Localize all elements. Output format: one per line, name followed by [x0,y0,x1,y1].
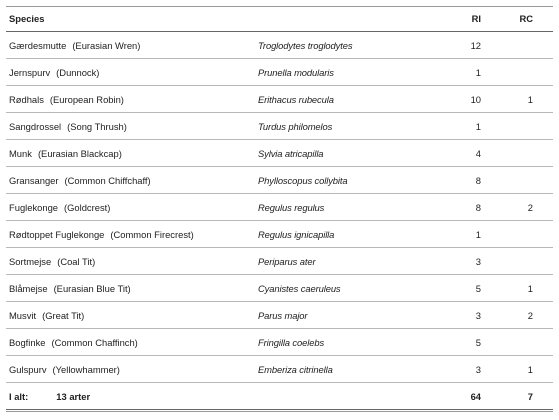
total-ri: 64 [441,383,507,410]
header-rc: RC [507,6,553,32]
total-label-cell [6,383,256,410]
species-common-name-cell [6,32,256,59]
latin-name: Parus major [256,302,441,329]
table-row [6,113,553,140]
ri-value: 5 [441,329,507,356]
ri-value: 12 [441,32,507,59]
species-table [6,6,553,410]
species-common-name-cell [6,329,256,356]
danish-name: Rødhals [9,93,44,105]
ri-value: 3 [441,248,507,275]
header-latin-blank [256,6,441,32]
table-row [6,221,553,248]
danish-name: Sangdrossel [9,120,62,132]
ri-value: 1 [441,59,507,86]
ri-value: 5 [441,275,507,302]
danish-name: Fuglekonge [9,201,58,213]
table-top-border [6,6,553,7]
ri-value: 3 [441,356,507,383]
latin-name: Erithacus rubecula [256,86,441,113]
table-bottom-border [6,411,553,412]
latin-name: Troglodytes troglodytes [256,32,441,59]
english-name: (Eurasian Blue Tit) [53,282,131,294]
danish-name: Bogfinke [9,336,46,348]
latin-name: Cyanistes caeruleus [256,275,441,302]
rc-value: 1 [507,86,553,113]
header-species: Species [6,6,256,32]
ri-value: 10 [441,86,507,113]
danish-name: Gærdesmutte [9,39,67,51]
latin-name: Periparus ater [256,248,441,275]
rc-value: 1 [507,356,553,383]
total-latin-blank [256,383,441,410]
latin-name: Fringilla coelebs [256,329,441,356]
species-common-name-cell [6,221,256,248]
species-common-name-cell [6,302,256,329]
danish-name: Munk [9,147,32,159]
ri-value: 8 [441,194,507,221]
species-common-name-cell [6,140,256,167]
english-name: (Eurasian Blackcap) [37,147,122,159]
rc-value [507,113,553,140]
species-common-name-cell [6,113,256,140]
english-name: (Common Chaffinch) [51,336,138,348]
table-row [6,275,553,302]
danish-name: Sortmejse [9,255,52,267]
table-row [6,356,553,383]
rc-value [507,329,553,356]
latin-name: Turdus philomelos [256,113,441,140]
latin-name: Regulus ignicapilla [256,221,441,248]
english-name: (Eurasian Wren) [72,39,141,51]
rc-value [507,140,553,167]
latin-name: Emberiza citrinella [256,356,441,383]
english-name: (Dunnock) [56,66,100,78]
danish-name: Blåmejse [9,282,48,294]
english-name: (Common Firecrest) [110,228,194,240]
english-name: (Song Thrush) [67,120,127,132]
species-common-name-cell [6,356,256,383]
species-common-name-cell [6,59,256,86]
rc-value [507,167,553,194]
species-common-name-cell [6,248,256,275]
rc-value: 2 [507,302,553,329]
table-row [6,32,553,59]
table-row [6,302,553,329]
english-name: (Yellowhammer) [52,363,120,375]
species-common-name-cell [6,194,256,221]
ri-value: 8 [441,167,507,194]
rc-value [507,248,553,275]
danish-name: Gransanger [9,174,59,186]
ri-value: 4 [441,140,507,167]
species-common-name-cell [6,167,256,194]
species-common-name-cell [6,275,256,302]
rc-value [507,32,553,59]
latin-name: Prunella modularis [256,59,441,86]
table-row [6,329,553,356]
danish-name: Jernspurv [9,66,51,78]
english-name: (European Robin) [49,93,124,105]
table-row [6,167,553,194]
latin-name: Regulus regulus [256,194,441,221]
ri-value: 1 [441,221,507,248]
table-row [6,86,553,113]
rc-value: 1 [507,275,553,302]
header-ri: RI [441,6,507,32]
species-table-body [6,6,553,410]
species-table-sheet [6,6,553,410]
total-rc: 7 [507,383,553,410]
english-name: (Coal Tit) [57,255,96,267]
latin-name: Sylvia atricapilla [256,140,441,167]
english-name: (Great Tit) [42,309,85,321]
rc-value: 2 [507,194,553,221]
table-row [6,248,553,275]
danish-name: Gulspurv [9,363,47,375]
latin-name: Phylloscopus collybita [256,167,441,194]
table-row [6,59,553,86]
ri-value: 1 [441,113,507,140]
english-name: (Goldcrest) [64,201,111,213]
table-row [6,140,553,167]
table-header-row [6,6,553,32]
ri-value: 3 [441,302,507,329]
total-label: I alt: [9,390,29,402]
table-row [6,194,553,221]
rc-value [507,59,553,86]
danish-name: Musvit [9,309,37,321]
rc-value [507,221,553,248]
species-common-name-cell [6,86,256,113]
total-row [6,383,553,410]
total-species-count: 13 arter [56,390,91,402]
danish-name: Rødtoppet Fuglekonge [9,228,105,240]
english-name: (Common Chiffchaff) [64,174,151,186]
